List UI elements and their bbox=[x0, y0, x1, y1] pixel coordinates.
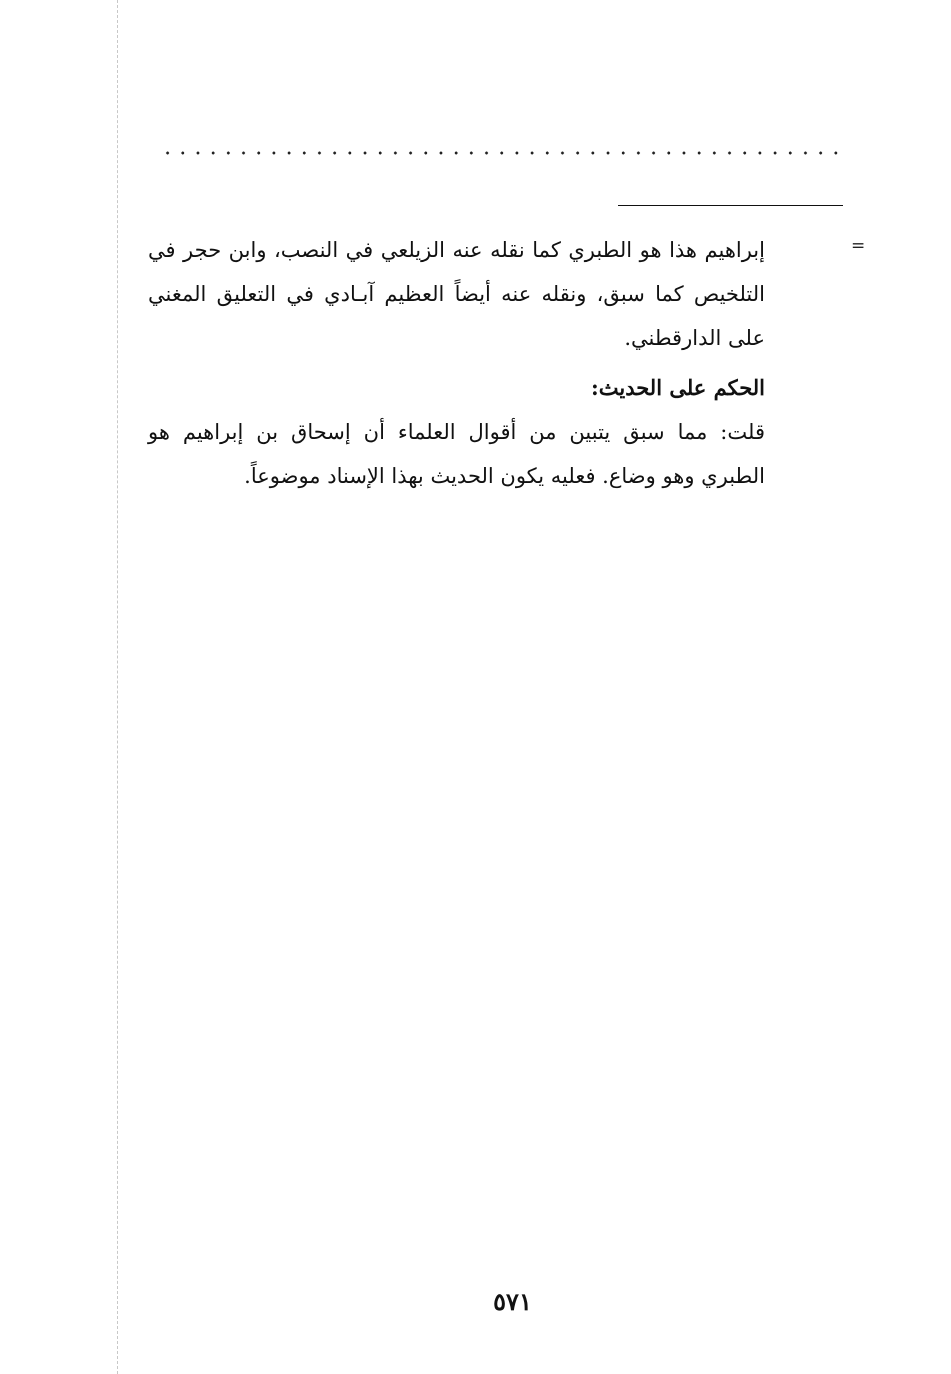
section-heading: الحكم على الحديث: bbox=[591, 375, 765, 400]
footnote-separator-rule bbox=[618, 205, 843, 206]
dotted-separator bbox=[160, 151, 843, 155]
ruling-paragraph: قلت: مما سبق يتبين من أقوال العلماء أن إسحاق بن إبراهيم هو الطبري وهو وضاع. فعليه يكون الحديث بهذا الإسناد موضوعاً. bbox=[148, 420, 765, 488]
margin-guide-line bbox=[117, 0, 118, 1374]
page-number: ٥٧١ bbox=[493, 1287, 532, 1316]
continuation-mark: = bbox=[851, 236, 866, 256]
footnote-paragraph: إبراهيم هذا هو الطبري كما نقله عنه الزيلعي في النصب، وابن حجر في التلخيص كما سبق، ونقله عنه أيضاً العظيم آبـادي في التعليق المغني على الدارقطني. bbox=[148, 238, 765, 350]
page-body bbox=[148, 228, 765, 498]
